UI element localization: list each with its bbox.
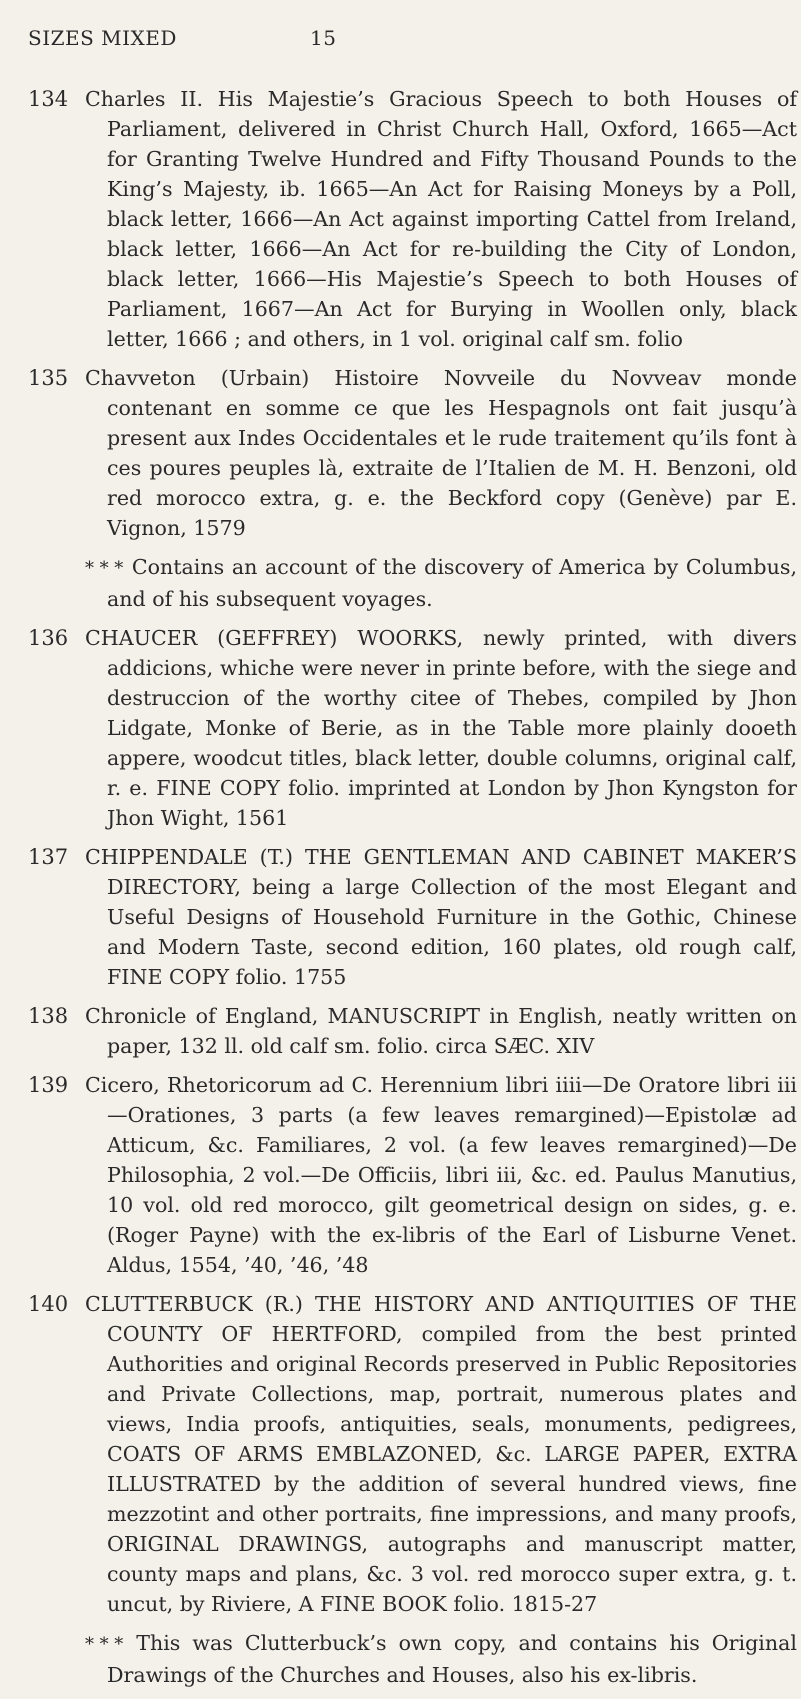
lot-number: 138 [28,1004,69,1028]
lot-number: 139 [28,1073,69,1097]
catalogue-entries [0,84,801,1699]
lot-number: 136 [28,626,69,650]
page-number: 15 [310,26,337,50]
lot-description: Chavveton (Urbain) Histoire Novveile du Novveav monde contenant en somme ce que les Hespagnols ont fait jusqu’à present aux Indes Occidentales et le rude traitement qu’ils font à ces poures peuples là, extraite de l’Italien de M. H. Benzoni, old red morocco extra, g. e. the Beckford copy (Genève) par E. Vignon, 1579 [85,366,797,540]
lot-number: 137 [28,845,69,869]
lot-description: Chronicle of England, MANUSCRIPT in English, neatly written on paper, 132 ll. old calf sm. folio. circa SÆC. XIV [85,1004,797,1058]
note-text: Contains an account of the discovery of America by Columbus, and of his subsequent voyages. [107,555,797,611]
lot-description: CHIPPENDALE (T.) THE GENTLEMAN AND CABINET MAKER’S DIRECTORY, being a large Collection of the most Elegant and Useful Designs of Household Furniture in the Gothic, Chinese and Modern Taste, second edition, 160 plates, old rough calf, FINE COPY folio. 1755 [85,845,797,989]
catalogue-entry [0,1001,801,1061]
note-text: This was Clutterbuck’s own copy, and contains his Original Drawings of the Churches and Houses, also his ex-libris. [107,1631,797,1687]
catalogue-entry [0,1289,801,1619]
catalogue-entry [0,84,801,354]
catalogue-entry [0,363,801,543]
lot-number: 140 [28,1292,69,1316]
catalogue-note [0,552,801,614]
catalogue-entry [0,842,801,992]
catalogue-note [0,1628,801,1690]
lot-number: 134 [28,87,69,111]
note-asterism: * * * [85,1634,125,1655]
catalogue-entry [0,623,801,833]
lot-description: CHAUCER (GEFFREY) WOORKS, newly printed, with divers addicions, whiche were never in printe before, with the siege and destruccion of the worthy citee of Thebes, compiled by Jhon Lidgate, Monke of Berie, as in the Table more plainly dooeth appere, woodcut titles, black letter, double columns, original calf, r. e. FINE COPY folio. imprinted at London by Jhon Kyngston for Jhon Wight, 1561 [85,626,797,830]
lot-description: CLUTTERBUCK (R.) THE HISTORY AND ANTIQUITIES OF THE COUNTY OF HERTFORD, compiled from the best printed Authorities and original Records preserved in Public Repositories and Private Collections, map, portrait, numerous plates and views, India proofs, antiquities, seals, monuments, pedigrees, COATS OF ARMS EMBLAZONED, &c. LARGE PAPER, EXTRA ILLUSTRATED by the addition of several hundred views, fine mezzotint and other portraits, fine impressions, and many proofs, ORIGINAL DRAWINGS, autographs and manuscript matter, county maps and plans, &c. 3 vol. red morocco super extra, g. t. uncut, by Riviere, A FINE BOOK folio. 1815-27 [85,1292,797,1616]
lot-number: 135 [28,366,69,390]
lot-description: Charles II. His Majestie’s Gracious Speech to both Houses of Parliament, delivered in Christ Church Hall, Oxford, 1665—Act for Granting Twelve Hundred and Fifty Thousand Pounds to the King’s Majesty, ib. 1665—An Act for Raising Moneys by a Poll, black letter, 1666—An Act against importing Cattel from Ireland, black letter, 1666—An Act for re-building the City of London, black letter, 1666—His Majestie’s Speech to both Houses of Parliament, 1667—An Act for Burying in Woollen only, black letter, 1666 ; and others, in 1 vol. original calf sm. folio [85,87,797,351]
note-asterism: * * * [85,558,125,579]
catalogue-entry [0,1070,801,1280]
section-heading: SIZES MIXED [28,26,177,50]
lot-description: Cicero, Rhetoricorum ad C. Herennium libri iiii—De Oratore libri iii—Orationes, 3 parts (a few leaves remargined)—Epistolæ ad Atticum, &c. Familiares, 2 vol. (a few leaves remargined)—De Philosophia, 2 vol.—De Officiis, libri iii, &c. ed. Paulus Manutius, 10 vol. old red morocco, gilt geometrical design on sides, g. e. (Roger Payne) with the ex-libris of the Earl of Lisburne Venet. Aldus, 1554, ’40, ’46, ’48 [85,1073,797,1277]
